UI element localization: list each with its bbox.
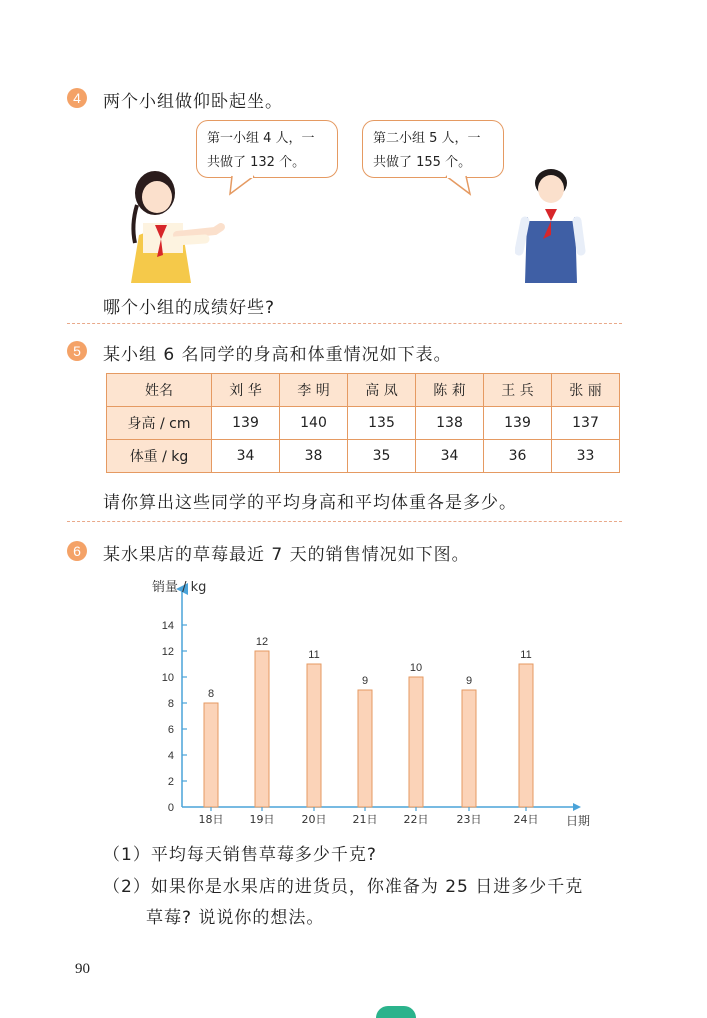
- girl-illustration: [125, 165, 230, 285]
- bar-value-label: 11: [308, 649, 320, 661]
- y-tick-label: 8: [167, 698, 174, 710]
- table-cell: 33: [552, 440, 620, 473]
- speech-bubble-right: [362, 120, 504, 178]
- table-header-cell: 王 兵: [484, 374, 552, 407]
- question-5-prompt: 请你算出这些同学的平均身高和平均体重各是多少。: [103, 493, 517, 513]
- x-axis-arrow: [573, 803, 581, 811]
- table-cell: 135: [348, 407, 416, 440]
- x-tick-label: 21日: [352, 813, 378, 826]
- bar: [204, 703, 218, 807]
- table-row-label: 身高 / cm: [107, 407, 212, 440]
- table-header-cell: 高 凤: [348, 374, 416, 407]
- x-tick-label: 23日: [456, 813, 482, 826]
- y-tick-label: 0: [167, 802, 174, 814]
- question-number-badge: 4: [67, 88, 87, 108]
- y-tick-label: 14: [161, 620, 174, 632]
- bar: [255, 651, 269, 807]
- question-6-text: 某水果店的草莓最近 7 天的销售情况如下图。: [103, 545, 470, 565]
- table-row: [107, 440, 620, 473]
- bubble-right-tail: [440, 174, 480, 198]
- y-tick-label: 4: [167, 750, 174, 762]
- table-cell: 35: [348, 440, 416, 473]
- bar: [307, 664, 321, 807]
- bar: [519, 664, 533, 807]
- bar: [358, 690, 372, 807]
- x-tick-label: 24日: [513, 813, 539, 826]
- table-header-cell: 刘 华: [212, 374, 280, 407]
- x-axis-label: 日期: [566, 814, 591, 828]
- table-header-cell: 李 明: [280, 374, 348, 407]
- bar-value-label: 8: [207, 688, 215, 700]
- table-header-row: [107, 374, 620, 407]
- question-6-sub2-line2: 草莓? 说说你的想法。: [146, 908, 325, 928]
- x-tick-label: 22日: [403, 813, 429, 826]
- boy-illustration: [515, 165, 590, 285]
- table-cell: 34: [416, 440, 484, 473]
- table-header-cell: 姓名: [107, 374, 212, 407]
- x-tick-label: 18日: [198, 813, 224, 826]
- table-cell: 138: [416, 407, 484, 440]
- y-axis-label: 销量 / kg: [152, 580, 207, 595]
- bar-value-label: 12: [255, 636, 269, 648]
- table-cell: 38: [280, 440, 348, 473]
- y-tick-label: 12: [161, 646, 174, 658]
- question-4-prompt: 哪个小组的成绩好些?: [103, 298, 276, 318]
- section-divider: [67, 521, 622, 522]
- question-6-sub2-line1: （2）如果你是水果店的进货员，你准备为 25 日进多少千克: [103, 877, 584, 897]
- bar: [409, 677, 423, 807]
- decorative-tab: [376, 1006, 416, 1018]
- bubble-right-line1: 第二小组 5 人，一: [373, 131, 481, 146]
- table-cell: 34: [212, 440, 280, 473]
- table-header-cell: 张 丽: [552, 374, 620, 407]
- y-tick-label: 2: [167, 776, 174, 788]
- bar-value-label: 10: [409, 662, 423, 674]
- question-number-badge: 6: [67, 541, 87, 561]
- bubble-left-line2: 共做了 132 个。: [207, 155, 306, 170]
- table-cell: 36: [484, 440, 552, 473]
- height-weight-table: [106, 373, 620, 473]
- bar-value-label: 9: [361, 675, 369, 687]
- bubble-left-line1: 第一小组 4 人，一: [207, 131, 315, 146]
- x-tick-label: 19日: [249, 813, 275, 826]
- page-number: 90: [75, 961, 90, 977]
- x-tick-label: 20日: [301, 813, 327, 826]
- question-6-sub1: （1）平均每天销售草莓多少千克?: [103, 845, 377, 865]
- bubble-right-line2: 共做了 155 个。: [373, 155, 472, 170]
- question-5-text: 某小组 6 名同学的身高和体重情况如下表。: [103, 345, 452, 365]
- table-cell: 137: [552, 407, 620, 440]
- bar-value-label: 9: [465, 675, 473, 687]
- question-number-badge: 5: [67, 341, 87, 361]
- table-row: [107, 407, 620, 440]
- table-header-cell: 陈 莉: [416, 374, 484, 407]
- strawberry-sales-bar-chart: [140, 575, 610, 830]
- table-row-label: 体重 / kg: [107, 440, 212, 473]
- section-divider: [67, 323, 622, 324]
- y-tick-label: 10: [161, 672, 174, 684]
- table-cell: 140: [280, 407, 348, 440]
- table-cell: 139: [212, 407, 280, 440]
- table-cell: 139: [484, 407, 552, 440]
- bar: [462, 690, 476, 807]
- y-tick-label: 6: [167, 724, 174, 736]
- bar-value-label: 11: [520, 649, 532, 661]
- question-4-text: 两个小组做仰卧起坐。: [103, 92, 283, 112]
